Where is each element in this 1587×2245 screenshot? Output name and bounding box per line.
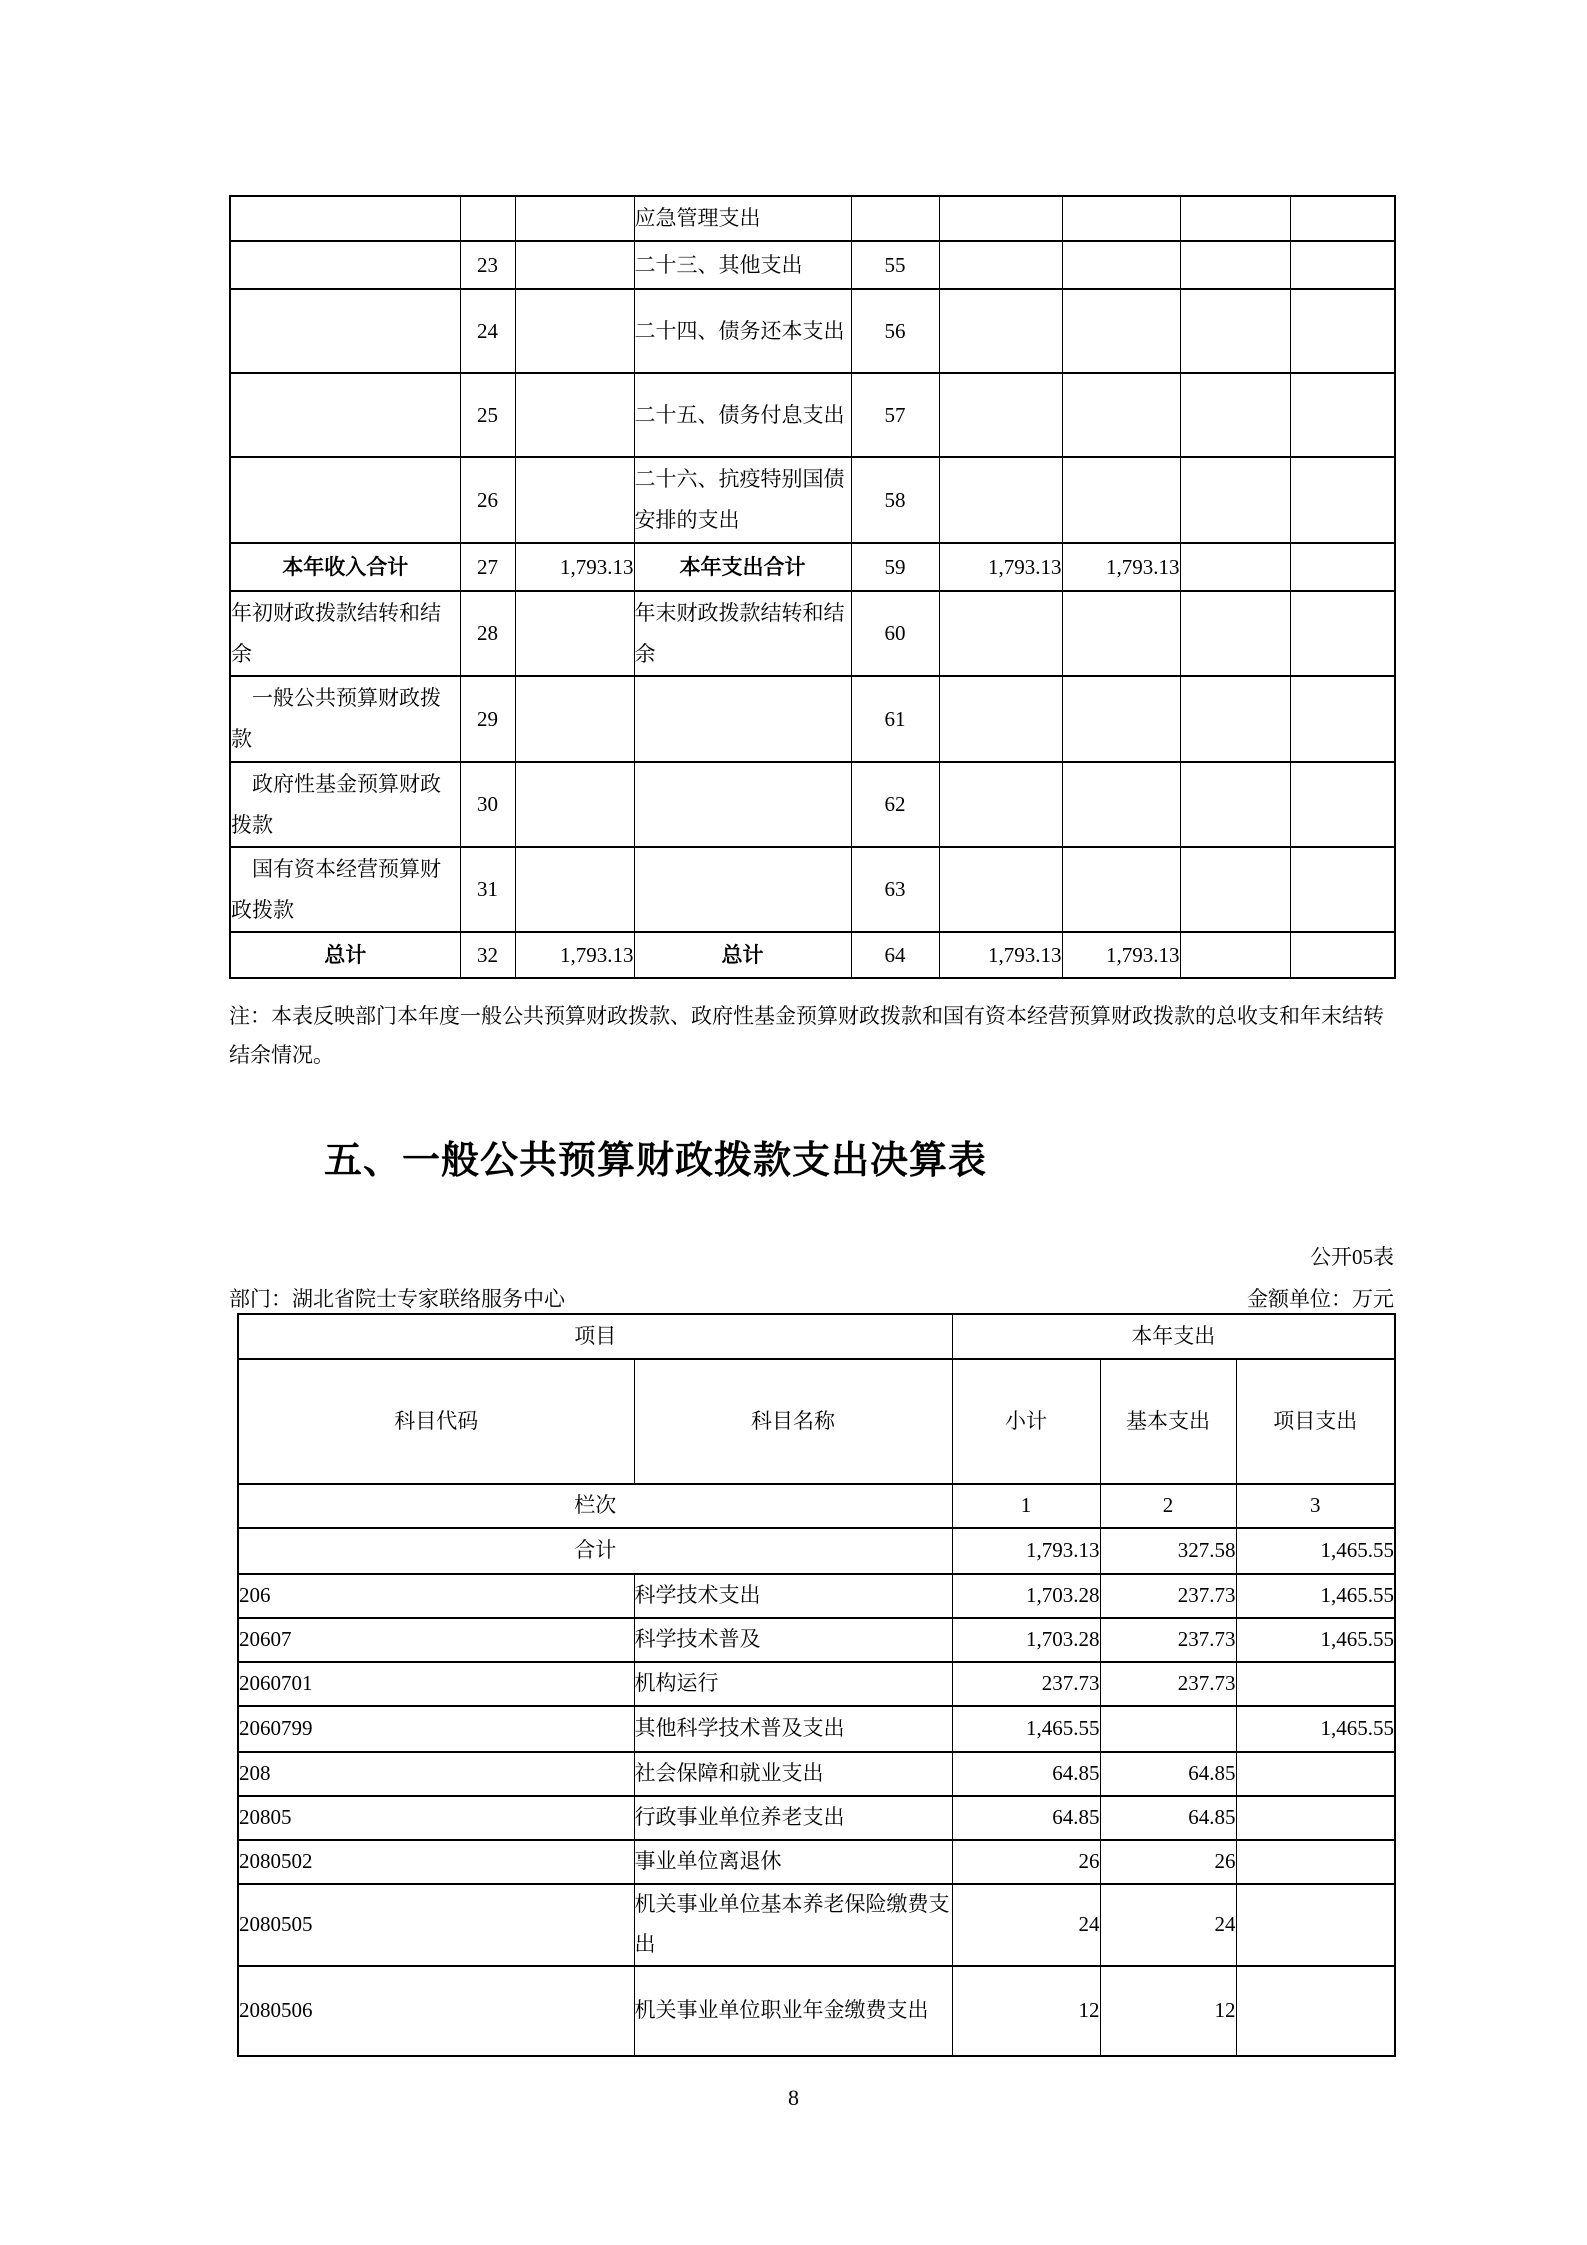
table1-cell-expense (634, 762, 851, 847)
table1-cell-v3 (1180, 241, 1290, 289)
table2-cell-name: 机构运行 (634, 1662, 952, 1706)
table1-cell-no2: 56 (851, 289, 939, 373)
table1-cell-v2 (1062, 373, 1180, 457)
table1-cell-income (230, 373, 460, 457)
table1-cell-amt (515, 241, 634, 289)
table1-cell-amt: 1,793.13 (515, 543, 634, 591)
table2-row (238, 1752, 1395, 1796)
table2-row (238, 1618, 1395, 1662)
table1-cell-expense: 二十四、债务还本支出 (634, 289, 851, 373)
table1-row (230, 241, 1395, 289)
section-title: 五、一般公共预算财政拨款支出决算表 (324, 1140, 988, 1182)
total-basic: 327.58 (1100, 1528, 1236, 1574)
table1-cell-v1 (939, 373, 1062, 457)
table1-body (230, 196, 1395, 978)
lanci-label: 栏次 (238, 1484, 952, 1528)
table2-cell-subtotal: 1,703.28 (952, 1574, 1100, 1618)
table1-row (230, 762, 1395, 847)
table1-cell-expense: 年末财政拨款结转和结余 (634, 591, 851, 676)
table1-cell-v3 (1180, 457, 1290, 543)
table1-row (230, 676, 1395, 762)
table2-cell-code: 208 (238, 1752, 634, 1796)
table1-cell-v1 (939, 676, 1062, 762)
table1-cell-no1: 27 (460, 543, 515, 591)
table2-cell-name: 机关事业单位基本养老保险缴费支出 (634, 1884, 952, 1966)
grand-total-row (238, 1528, 1395, 1574)
table2-cell-subtotal: 237.73 (952, 1662, 1100, 1706)
table1-cell-v3 (1180, 373, 1290, 457)
table2-cell-basic: 12 (1100, 1966, 1236, 2056)
table1-cell-income: 年初财政拨款结转和结余 (230, 591, 460, 676)
table2-cell-project (1236, 1662, 1395, 1706)
table1-cell-amt (515, 196, 634, 241)
table1-cell-v4 (1290, 241, 1395, 289)
header-year-expense: 本年支出 (952, 1314, 1395, 1359)
table1-cell-no2 (851, 196, 939, 241)
table1-cell-expense (634, 676, 851, 762)
table1-cell-v1 (939, 241, 1062, 289)
table1-cell-income: 国有资本经营预算财政拨款 (230, 847, 460, 932)
table2-row (238, 1706, 1395, 1752)
table1-cell-v2 (1062, 457, 1180, 543)
header-subtotal: 小计 (952, 1359, 1100, 1484)
table1-cell-v2 (1062, 241, 1180, 289)
table2-cell-subtotal: 26 (952, 1840, 1100, 1884)
table1-cell-no1: 23 (460, 241, 515, 289)
table1-cell-v4 (1290, 762, 1395, 847)
column-index-row (238, 1484, 1395, 1528)
table1-row (230, 591, 1395, 676)
table1-cell-income (230, 196, 460, 241)
table1-cell-v1: 1,793.13 (939, 543, 1062, 591)
table-meta-row (229, 1285, 1394, 1313)
table1-row (230, 847, 1395, 932)
table2-body (238, 1484, 1395, 2056)
table1-cell-v1 (939, 289, 1062, 373)
table1-cell-v2 (1062, 676, 1180, 762)
table1-cell-v3 (1180, 196, 1290, 241)
table2-cell-subtotal: 12 (952, 1966, 1100, 2056)
table1-cell-no1: 24 (460, 289, 515, 373)
table1-cell-no1: 26 (460, 457, 515, 543)
table1-cell-v3 (1180, 847, 1290, 932)
table2-cell-code: 2060701 (238, 1662, 634, 1706)
table1-cell-amt (515, 676, 634, 762)
table1-row (230, 543, 1395, 591)
table1-cell-v4 (1290, 591, 1395, 676)
table1-cell-expense: 应急管理支出 (634, 196, 851, 241)
table1-cell-expense: 二十三、其他支出 (634, 241, 851, 289)
table2-cell-project: 1,465.55 (1236, 1706, 1395, 1752)
table1-cell-amt (515, 457, 634, 543)
total-label: 合计 (238, 1528, 952, 1574)
table1-cell-no2: 64 (851, 932, 939, 978)
lanci-col-1: 1 (952, 1484, 1100, 1528)
header-project: 项目 (238, 1314, 952, 1359)
table1-cell-amt (515, 847, 634, 932)
table1-cell-v1 (939, 847, 1062, 932)
table2-cell-project (1236, 1840, 1395, 1884)
table2-cell-name: 社会保障和就业支出 (634, 1752, 952, 1796)
table2-cell-code: 2080506 (238, 1966, 634, 2056)
table1-cell-income (230, 289, 460, 373)
table1-cell-v3 (1180, 676, 1290, 762)
table1-cell-v3 (1180, 762, 1290, 847)
table1-row (230, 457, 1395, 543)
header-subject-name: 科目名称 (634, 1359, 952, 1484)
document-content (229, 195, 1394, 2057)
table2-cell-code: 20607 (238, 1618, 634, 1662)
table2-cell-project (1236, 1884, 1395, 1966)
table2-cell-subtotal: 24 (952, 1884, 1100, 1966)
table2-cell-name: 机关事业单位职业年金缴费支出 (634, 1966, 952, 2056)
table1-row (230, 373, 1395, 457)
table2-cell-subtotal: 1,703.28 (952, 1618, 1100, 1662)
page-number: 8 (788, 2085, 799, 2110)
table2-row (238, 1796, 1395, 1840)
table1-cell-amt: 1,793.13 (515, 932, 634, 978)
table1-cell-no2: 62 (851, 762, 939, 847)
table1-cell-v4 (1290, 543, 1395, 591)
table1-cell-v4 (1290, 196, 1395, 241)
table1-cell-v1: 1,793.13 (939, 932, 1062, 978)
table1-cell-v1 (939, 762, 1062, 847)
form-code-label: 公开05表 (1310, 1245, 1394, 1269)
table2-cell-project: 1,465.55 (1236, 1574, 1395, 1618)
table1-cell-v3 (1180, 932, 1290, 978)
table2-header-group-row (238, 1314, 1395, 1359)
table1-cell-no2: 57 (851, 373, 939, 457)
table1-cell-no2: 55 (851, 241, 939, 289)
table1-cell-expense: 二十六、抗疫特别国债安排的支出 (634, 457, 851, 543)
table1-cell-v2 (1062, 591, 1180, 676)
table1-cell-v4 (1290, 457, 1395, 543)
table1-cell-v4 (1290, 289, 1395, 373)
table1-cell-v2: 1,793.13 (1062, 932, 1180, 978)
table1-cell-v4 (1290, 932, 1395, 978)
table1-row (230, 196, 1395, 241)
table1-cell-v1 (939, 196, 1062, 241)
table2-cell-project (1236, 1966, 1395, 2056)
fiscal-expense-table (237, 1313, 1396, 2057)
table1-cell-v2 (1062, 289, 1180, 373)
table2-cell-basic: 237.73 (1100, 1618, 1236, 1662)
table2-cell-subtotal: 64.85 (952, 1752, 1100, 1796)
table-note: 注：本表反映部门本年度一般公共预算财政拨款、政府性基金预算财政拨款和国有资本经营预算财政拨款的总收支和年末结转结余情况。 (229, 1004, 1384, 1067)
table1-cell-no1: 31 (460, 847, 515, 932)
table1-cell-amt (515, 762, 634, 847)
table2-row (238, 1840, 1395, 1884)
table1-cell-no1: 30 (460, 762, 515, 847)
table1-cell-expense: 二十五、债务付息支出 (634, 373, 851, 457)
table2-cell-project (1236, 1796, 1395, 1840)
table2-cell-basic: 24 (1100, 1884, 1236, 1966)
table1-cell-no2: 59 (851, 543, 939, 591)
table2-cell-name: 行政事业单位养老支出 (634, 1796, 952, 1840)
table1-cell-v2 (1062, 196, 1180, 241)
table2-header-row (238, 1359, 1395, 1484)
table2-cell-subtotal: 1,465.55 (952, 1706, 1100, 1752)
table1-cell-income: 政府性基金预算财政拨款 (230, 762, 460, 847)
table1-cell-v4 (1290, 676, 1395, 762)
table1-cell-v4 (1290, 847, 1395, 932)
table1-cell-no1 (460, 196, 515, 241)
unit-label: 金额单位：万元 (1247, 1287, 1394, 1311)
table1-cell-no1: 28 (460, 591, 515, 676)
table1-cell-no1: 32 (460, 932, 515, 978)
table2-cell-basic: 64.85 (1100, 1752, 1236, 1796)
table1-row (230, 932, 1395, 978)
table1-cell-v1 (939, 591, 1062, 676)
table1-cell-expense: 总计 (634, 932, 851, 978)
table1-cell-income: 总计 (230, 932, 460, 978)
table1-cell-v2 (1062, 762, 1180, 847)
table2-cell-name: 事业单位离退休 (634, 1840, 952, 1884)
table2-cell-name: 其他科学技术普及支出 (634, 1706, 952, 1752)
table2-cell-basic (1100, 1706, 1236, 1752)
table2-cell-basic: 237.73 (1100, 1574, 1236, 1618)
table2-cell-basic: 237.73 (1100, 1662, 1236, 1706)
lanci-col-3: 3 (1236, 1484, 1395, 1528)
table2-cell-basic: 64.85 (1100, 1796, 1236, 1840)
department-label: 部门：湖北省院士专家联络服务中心 (229, 1287, 565, 1311)
lanci-col-2: 2 (1100, 1484, 1236, 1528)
table1-cell-v3 (1180, 591, 1290, 676)
table2-cell-code: 206 (238, 1574, 634, 1618)
table2-row (238, 1884, 1395, 1966)
header-basic-expense: 基本支出 (1100, 1359, 1236, 1484)
table2-cell-code: 20805 (238, 1796, 634, 1840)
table1-cell-income (230, 457, 460, 543)
table2-cell-basic: 26 (1100, 1840, 1236, 1884)
total-subtotal: 1,793.13 (952, 1528, 1100, 1574)
table1-cell-v2: 1,793.13 (1062, 543, 1180, 591)
table2-cell-code: 2080502 (238, 1840, 634, 1884)
table2-cell-name: 科学技术普及 (634, 1618, 952, 1662)
table1-cell-no2: 61 (851, 676, 939, 762)
table1-cell-amt (515, 289, 634, 373)
header-subject-code: 科目代码 (238, 1359, 634, 1484)
table1-cell-v1 (939, 457, 1062, 543)
table1-cell-no2: 63 (851, 847, 939, 932)
table1-cell-income: 本年收入合计 (230, 543, 460, 591)
table2-row (238, 1574, 1395, 1618)
table2-cell-code: 2060799 (238, 1706, 634, 1752)
table2-cell-name: 科学技术支出 (634, 1574, 952, 1618)
table1-cell-income (230, 241, 460, 289)
table2-cell-project: 1,465.55 (1236, 1618, 1395, 1662)
total-project: 1,465.55 (1236, 1528, 1395, 1574)
table2-row (238, 1966, 1395, 2056)
income-expense-summary-table (229, 195, 1396, 979)
table1-cell-no1: 29 (460, 676, 515, 762)
table1-cell-v4 (1290, 373, 1395, 457)
table1-cell-expense: 本年支出合计 (634, 543, 851, 591)
table2-cell-project (1236, 1752, 1395, 1796)
table1-cell-no2: 58 (851, 457, 939, 543)
table1-cell-expense (634, 847, 851, 932)
table2-row (238, 1662, 1395, 1706)
table1-cell-amt (515, 591, 634, 676)
table1-cell-amt (515, 373, 634, 457)
table1-cell-v3 (1180, 289, 1290, 373)
table1-row (230, 289, 1395, 373)
header-project-expense: 项目支出 (1236, 1359, 1395, 1484)
table1-cell-v3 (1180, 543, 1290, 591)
table2-cell-code: 2080505 (238, 1884, 634, 1966)
table1-cell-income: 一般公共预算财政拨款 (230, 676, 460, 762)
table1-cell-v2 (1062, 847, 1180, 932)
table1-cell-no2: 60 (851, 591, 939, 676)
table1-cell-no1: 25 (460, 373, 515, 457)
table2-cell-subtotal: 64.85 (952, 1796, 1100, 1840)
